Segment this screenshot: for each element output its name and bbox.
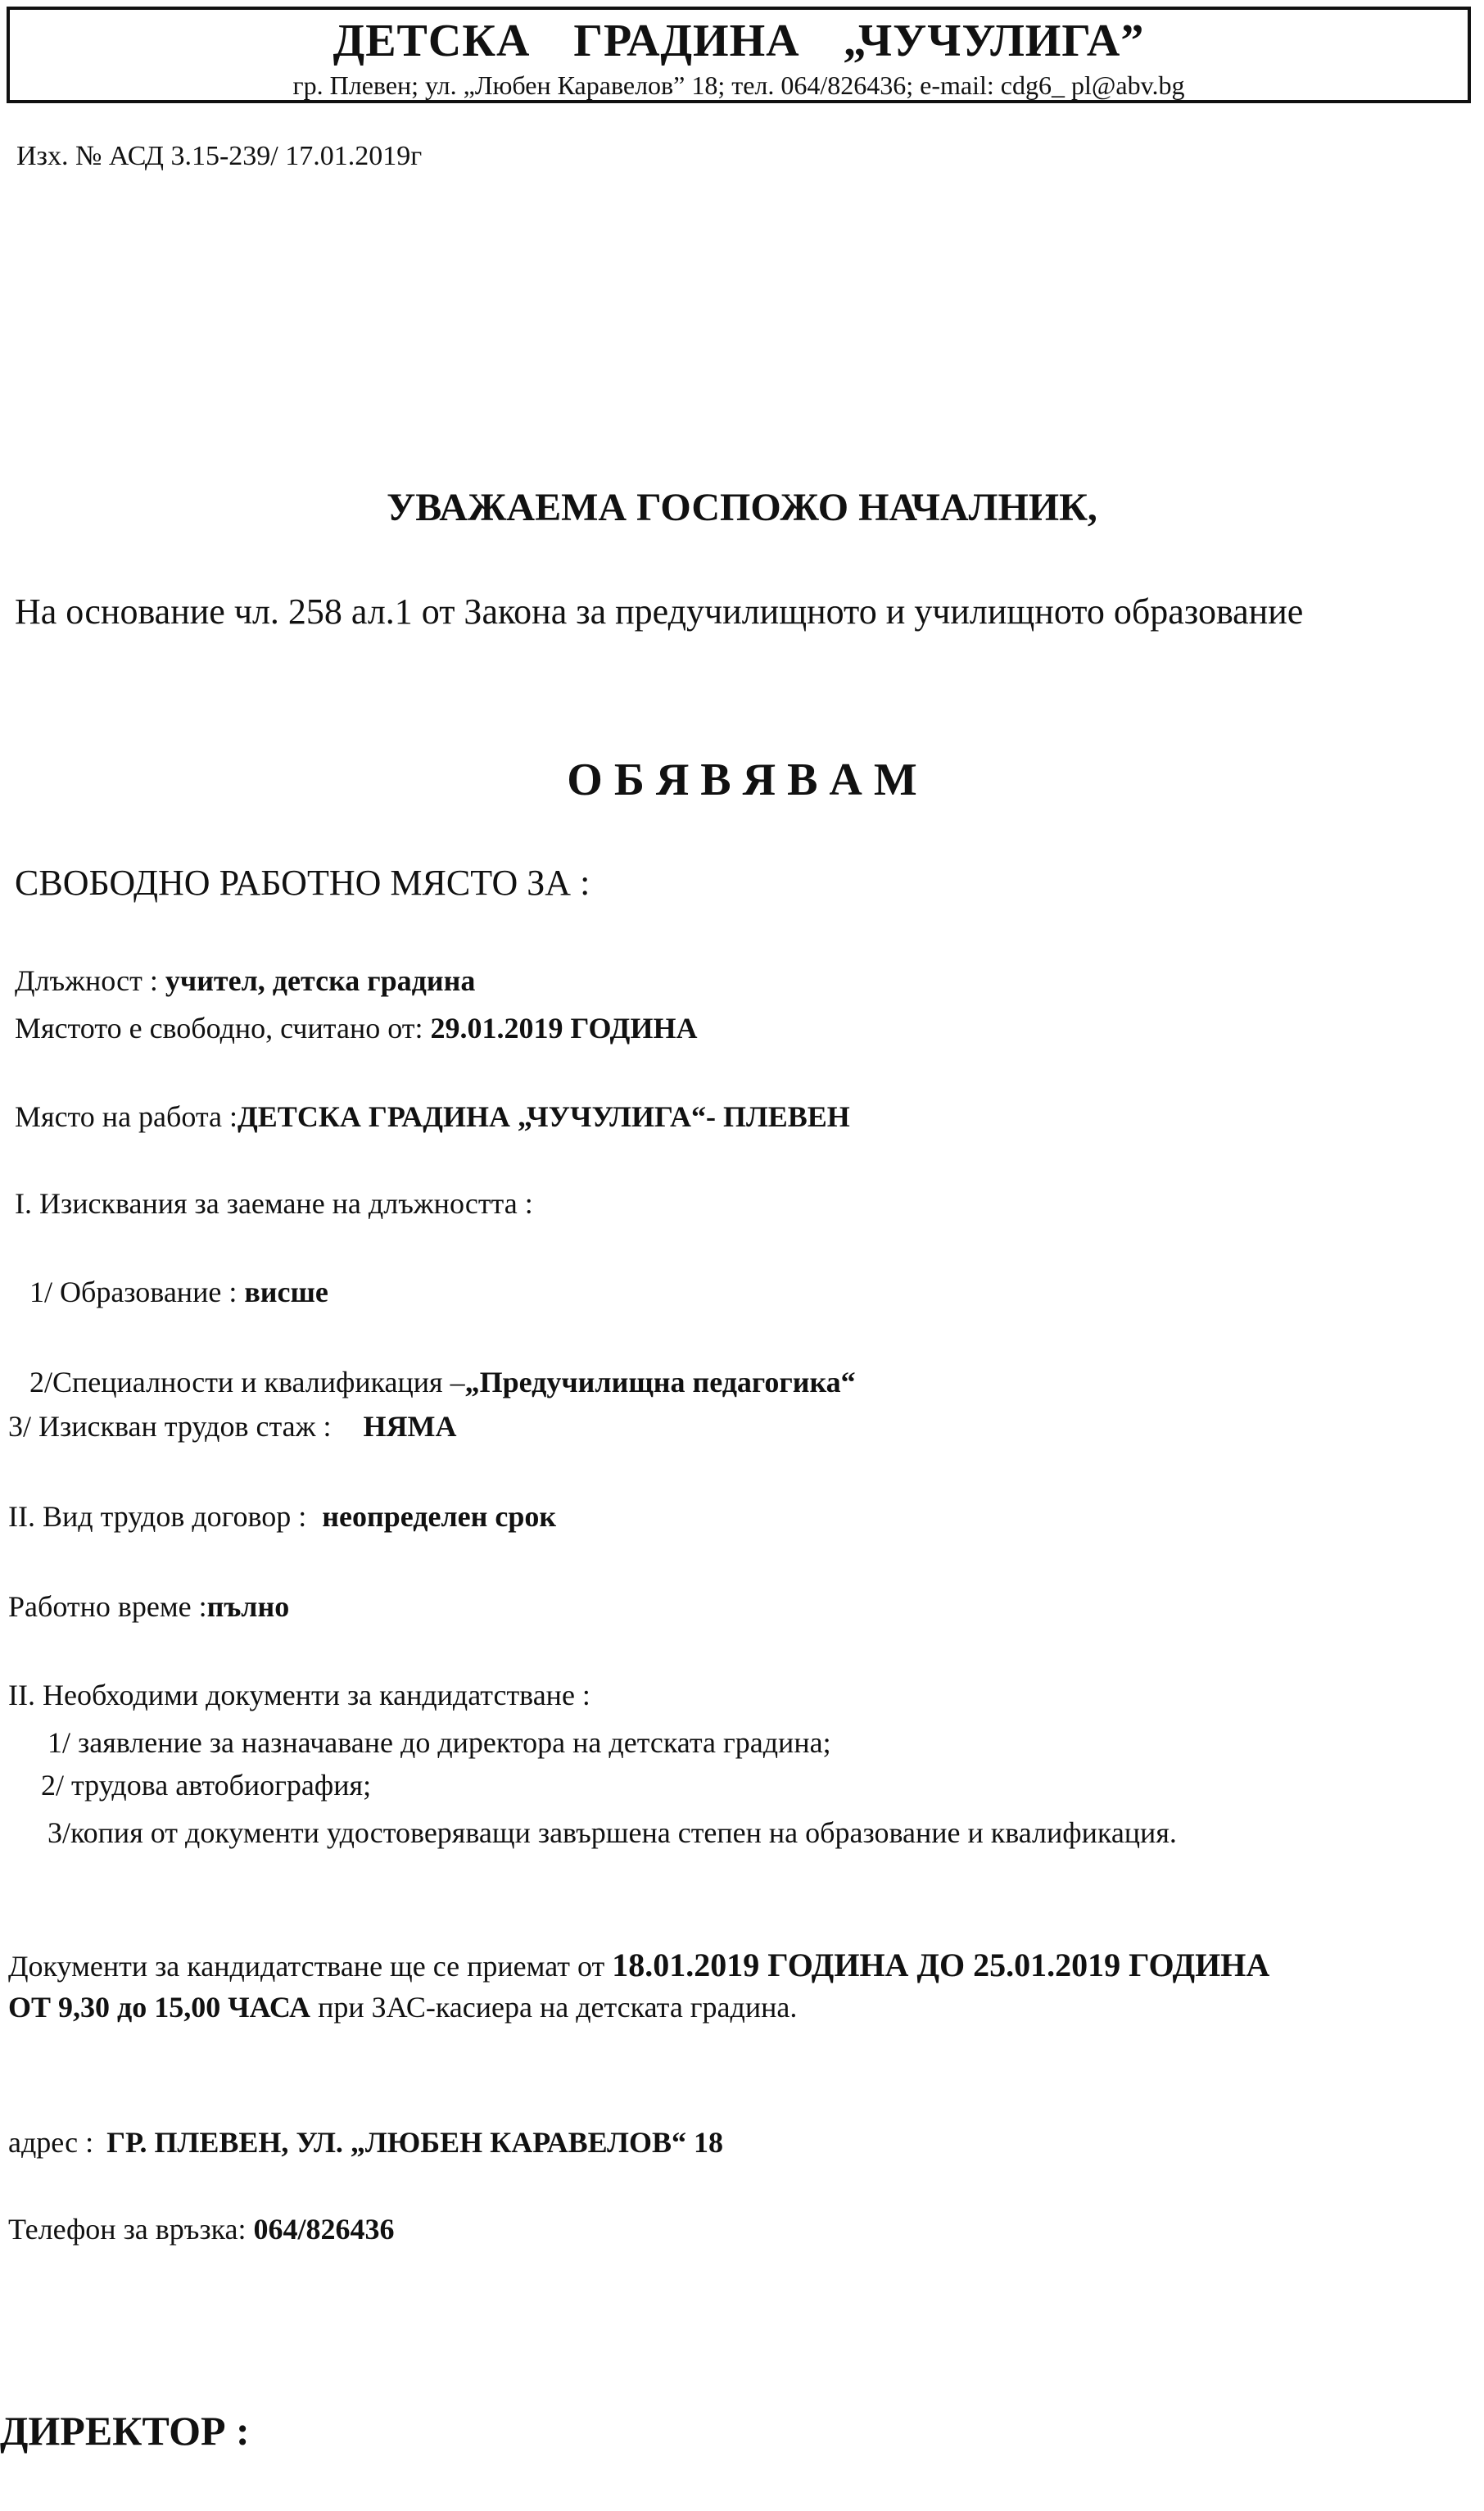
reference-number: Изх. № АСД 3.15-239/ 17.01.2019г <box>16 141 423 171</box>
contract-value: неопределен срок <box>322 1500 557 1533</box>
position-label: Длъжност : <box>15 964 165 997</box>
announce-heading: О Б Я В Я В А М <box>567 755 917 805</box>
experience-label: 3/ Изискван трудов стаж : <box>8 1410 339 1443</box>
experience-line <box>8 1409 456 1444</box>
documents-heading: II. Необходими документи за кандидатстване : <box>8 1679 590 1711</box>
phone-label: Телефон за връзка: <box>8 2213 254 2246</box>
acceptance-hours: ОТ 9,30 до 15,00 ЧАСА <box>8 1991 311 2024</box>
requirements-heading: I. Изисквания за заемане на длъжността : <box>15 1187 533 1220</box>
education-line <box>29 1275 328 1309</box>
institution-contacts: гр. Плевен; ул. „Любен Каравелов” 18; тел. 064/826436; e-mail: cdg6_ pl@abv.bg <box>292 70 1185 100</box>
vacancy-heading: СВОБОДНО РАБОТНО МЯСТО ЗА : <box>15 863 590 903</box>
letterhead <box>7 7 1471 103</box>
acceptance-suffix: при ЗАС-касиера на детската градина. <box>310 1991 798 2024</box>
specialty-value: „Предучилищна педагогика“ <box>464 1366 856 1398</box>
position-value: учител, детска градина <box>165 964 476 997</box>
work-time-value: пълно <box>206 1590 290 1623</box>
address-label: адрес : <box>8 2126 94 2159</box>
education-label: 1/ Образование : <box>29 1276 245 1308</box>
phone-value: 064/826436 <box>253 2213 395 2246</box>
education-value: висше <box>244 1276 328 1308</box>
documents-item-2: 2/ трудова автобиография; <box>41 1769 372 1802</box>
acceptance-paragraph <box>8 1945 1458 2028</box>
position-line <box>15 963 475 998</box>
free-from-value: 29.01.2019 ГОДИНА <box>430 1012 698 1045</box>
contract-label: II. Вид трудов договор : <box>8 1500 314 1533</box>
work-time-label: Работно време : <box>8 1590 207 1623</box>
workplace-value: ДЕТСКА ГРАДИНА „ЧУЧУЛИГА“- ПЛЕВЕН <box>238 1100 850 1133</box>
acceptance-prefix: Документи за кандидатстване ще се приемат от <box>8 1950 613 1983</box>
experience-value: НЯМА <box>363 1410 457 1443</box>
documents-item-3-text: 3/копия от документи удостоверяващи завършена степен на образование и квалификация. <box>48 1816 1177 1849</box>
workplace-label: Място на работа : <box>15 1100 238 1133</box>
free-from-label: Мястото е свободно, считано от: <box>15 1012 431 1045</box>
director-signature-label: ДИРЕКТОР : <box>0 2408 250 2454</box>
specialty-label: 2/Специалности и квалификация – <box>29 1366 465 1398</box>
contract-line <box>8 1499 556 1534</box>
documents-item-3 <box>15 1812 1456 1853</box>
legal-basis: На основание чл. 258 ал.1 от Закона за предучилищното и училищното образование <box>15 591 1304 632</box>
address-line <box>8 2125 723 2160</box>
phone-line <box>8 2212 395 2246</box>
specialty-line <box>29 1365 856 1399</box>
free-from-line <box>15 1011 697 1045</box>
acceptance-dates: 18.01.2019 ГОДИНА ДО 25.01.2019 ГОДИНА <box>612 1947 1270 1983</box>
documents-item-1: 1/ заявление за назначаване до директора на детската градина; <box>48 1726 831 1759</box>
institution-name: ДЕТСКА ГРАДИНА „ЧУЧУЛИГА” <box>333 16 1145 66</box>
workplace-line <box>15 1099 850 1134</box>
salutation: УВАЖАЕМА ГОСПОЖО НАЧАЛНИК, <box>387 486 1097 529</box>
address-value: ГР. ПЛЕВЕН, УЛ. „ЛЮБЕН КАРАВЕЛОВ“ 18 <box>106 2126 723 2159</box>
work-time-line <box>8 1589 289 1624</box>
